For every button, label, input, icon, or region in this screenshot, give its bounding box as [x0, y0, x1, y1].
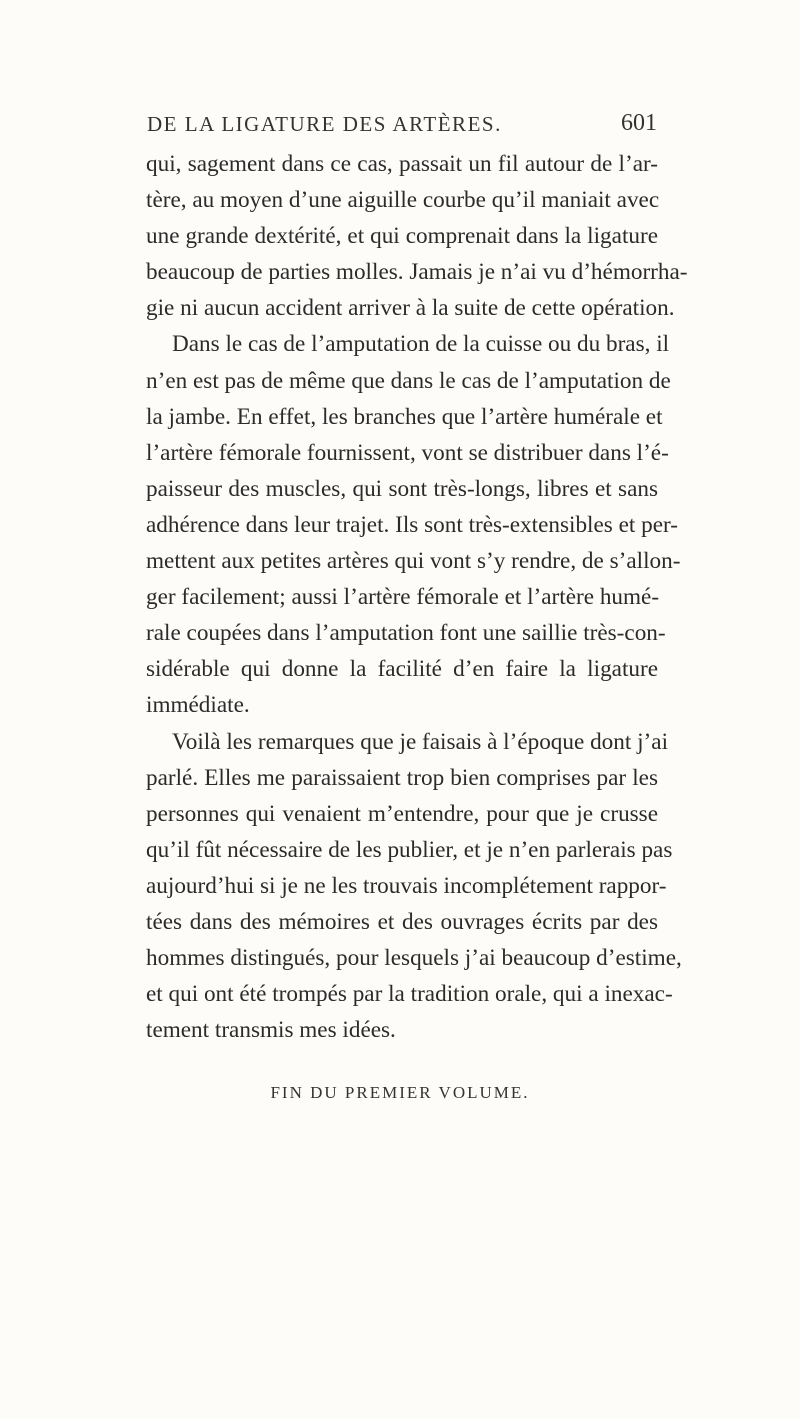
body-text	[146, 146, 688, 1048]
text-line: qui, sagement dans ce cas, passait un fil autour de l’ar-	[146, 151, 658, 177]
text-line: et qui ont été trompés par la tradition orale, qui a inexac-	[146, 981, 673, 1008]
paragraph-end-line: immédiate.	[146, 692, 250, 719]
text-line: l’artère fémorale fournissent, vont se distribuer dans l’é-	[146, 439, 669, 466]
text-line: personnes qui venaient m’entendre, pour que je crusse	[146, 800, 658, 827]
page-number: 601	[621, 110, 657, 136]
text-line: hommes distingués, pour lesquels j’ai beaucoup d’estime,	[146, 945, 682, 972]
text-line: qu’il fût nécessaire de les publier, et je n’en parlerais pas	[146, 836, 673, 863]
running-head-title: DE LA LIGATURE DES ARTÈRES.	[147, 112, 502, 136]
text-line: n’en est pas de même que dans le cas de l’amputation de	[146, 367, 671, 394]
text-line: gie ni aucun accident arriver à la suite de cette opération.	[146, 295, 675, 322]
text-line: parlé. Elles me paraissaient trop bien comprises par les	[146, 764, 658, 791]
paragraph-start-line: Dans le cas de l’amputation de la cuisse ou du bras, il	[172, 331, 670, 358]
end-of-volume-note: FIN DU PREMIER VOLUME.	[270, 1083, 530, 1102]
text-line: beaucoup de parties molles. Jamais je n’ai vu d’hémorrha-	[146, 259, 688, 286]
text-line: la jambe. En effet, les branches que l’artère humérale et	[146, 403, 663, 430]
text-line: sidérable qui donne la facilité d’en faire la ligature	[146, 656, 658, 683]
paragraph-start-line: Voilà les remarques que je faisais à l’époque dont j’ai	[172, 728, 669, 755]
paragraph-end-line: tement transmis mes idées.	[146, 1017, 396, 1044]
text-line: ger facilement; aussi l’artère fémorale et l’artère humé-	[146, 584, 660, 611]
text-line: tées dans des mémoires et des ouvrages écrits par des	[146, 908, 658, 935]
text-line: paisseur des muscles, qui sont très-longs, libres et sans	[146, 475, 658, 502]
text-line: aujourd’hui si je ne les trouvais incomplétement rappor-	[146, 872, 667, 899]
text-line: adhérence dans leur trajet. Ils sont très-extensibles et per-	[146, 511, 678, 538]
text-line: rale coupées dans l’amputation font une saillie très-con-	[146, 620, 666, 647]
text-line: mettent aux petites artères qui vont s’y rendre, de s’allon-	[146, 548, 681, 575]
text-line: une grande dextérité, et qui comprenait dans la ligature	[146, 223, 658, 250]
text-line: tère, au moyen d’une aiguille courbe qu’il maniait avec	[146, 187, 660, 214]
